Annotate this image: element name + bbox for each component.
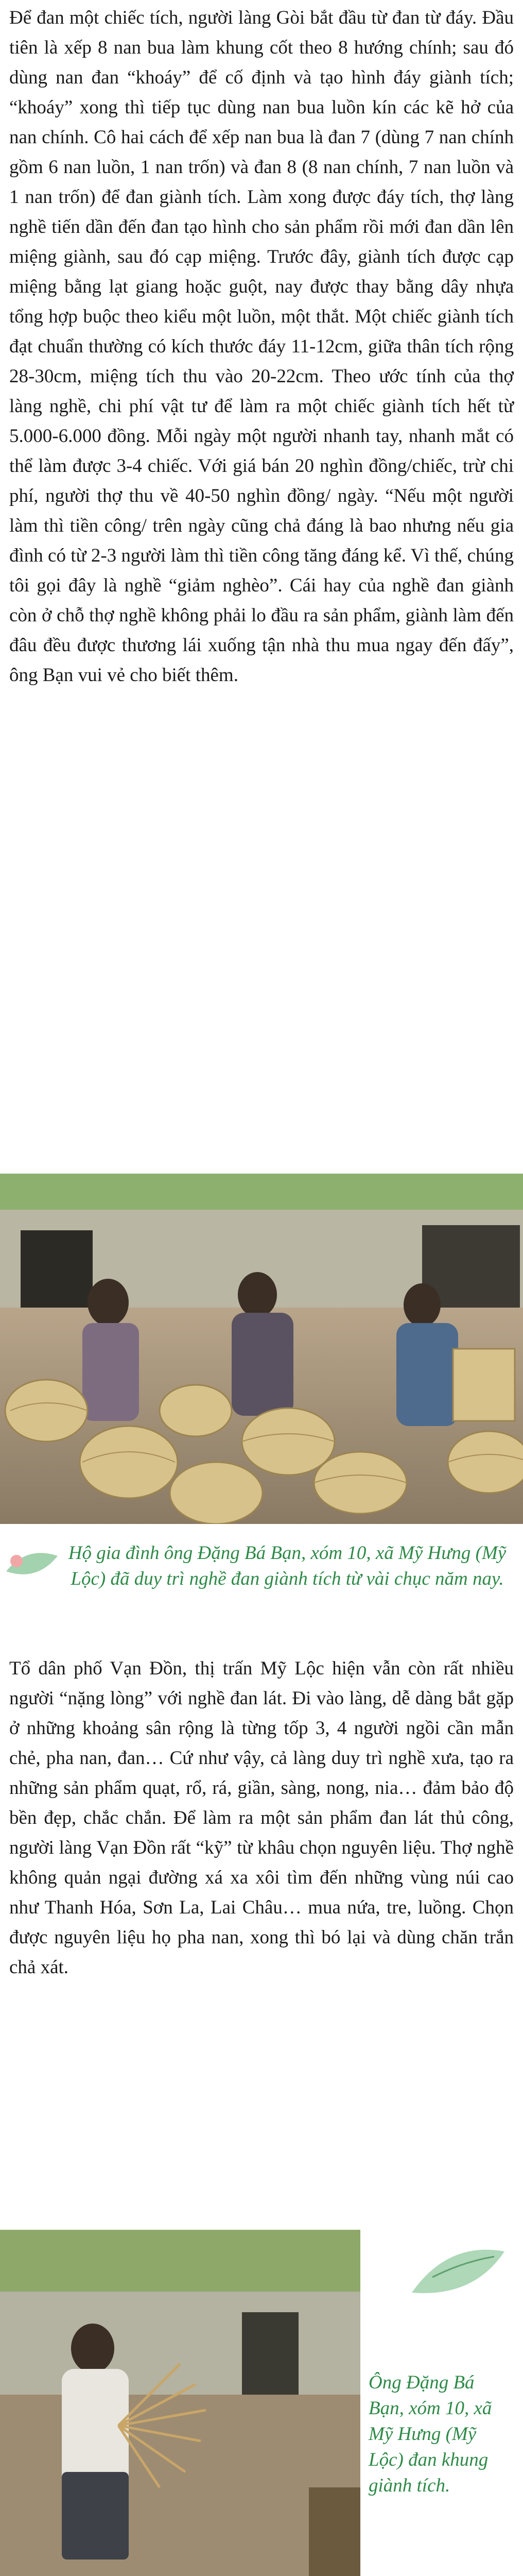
leaf-decoration-icon xyxy=(402,2231,515,2313)
weaving-family-photo xyxy=(0,1174,523,1524)
leaf-decoration-icon xyxy=(1,1540,63,1592)
photo-caption-1: Hộ gia đình ông Đặng Bá Bạn, xóm 10, xã Mỹ Hưng (Mỹ Lộc) đã duy trì nghề đan giành tích từ vài chục năm nay. xyxy=(68,1543,507,1589)
article-paragraph-2: Tổ dân phố Vạn Đồn, thị trấn Mỹ Lộc hiện vẫn còn rất nhiều người “nặng lòng” với nghề đan lát. Đi vào làng, dễ dàng bắt gặp ở những khoảng sân rộng là từng tốp 3, 4 người ngồi cần mẫn chẻ, pha nan, đan… Cứ như vậy, cả làng duy trì nghề xưa, tạo ra những sản phẩm quạt, rổ, rá, giần, sàng, nong, nia… đảm bảo độ bền đẹp, chắc chắn. Để làm ra một sản phẩm đan lát thủ công, người làng Vạn Đồn rất “kỹ” từ khâu chọn nguyên liệu. Thợ nghề không quản ngại đường xá xa xôi tìm đến những vùng núi cao như Thanh Hóa, Sơn La, Lai Châu… mua nứa, tre, luồng. Chọn được nguyên liệu họ pha nan, xong thì bó lại và dùng chăn trắn chả xát. xyxy=(9,1658,514,1978)
photo-caption-2: Ông Đặng Bá Bạn, xóm 10, xã Mỹ Hưng (Mỹ Lộc) đan khung giành tích. xyxy=(369,2372,492,2496)
article-paragraph-1: Để đan một chiếc tích, người làng Gòi bắt đầu từ đan từ đáy. Đầu tiên là xếp 8 nan bua làm khung cốt theo 8 hướng chính; sau đó dùng nan đan “khoáy” để cố định và tạo hình đáy giành tích; “khoáy” xong thì tiếp tục dùng nan bua luồn kín các kẽ hở của nan chính. Cô hai cách để xếp nan bua là đan 7 (dùng 7 nan chính gồm 6 nan luồn, 1 nan trốn) và đan 8 (8 nan chính, 7 nan luồn và 1 nan trốn) để đan giành tích. Làm xong được đáy tích, thợ làng nghề tiến dần đến đan tạo hình cho sản phẩm rồi mới đan dần lên miệng giành, sau đó cạp miệng. Trước đây, giành tích được cạp miệng bằng lạt giang hoặc guột, nay được thay bằng dây nhựa tổng hợp buộc theo kiểu một luồn, một thắt. Một chiếc giành tích đạt chuẩn thường có kích thước đáy 11-12cm, giữa thân tích rộng 28-30cm, miệng tích thu vào 20-22cm. Theo ước tính của thợ làng nghề, chi phí vật tư để làm ra một chiếc giành tích hết từ 5.000-6.000 đồng. Mỗi ngày một người nhanh tay, nhanh mắt có thể làm được 3-4 chiếc. Với giá bán 20 nghìn đồng/chiếc, trừ chi phí, người thợ thu về 40-50 nghìn đồng/ ngày. “Nếu một người làm thì tiền công/ trên ngày cũng chả đáng là bao nhưng nếu gia đình có từ 2-3 người làm thì tiền công tăng đáng kể. Vì thế, chúng tôi gọi đây là nghề “giảm nghèo”. Cái hay của nghề đan giành còn ở chỗ thợ nghề không phải lo đầu ra sản phẩm, giành làm đến đâu đều được thương lái xuống tận nhà thu mua ngay đến đấy”, ông Bạn vui vẻ cho biết thêm. xyxy=(9,7,514,686)
man-weaving-frame-photo xyxy=(0,2230,360,2576)
